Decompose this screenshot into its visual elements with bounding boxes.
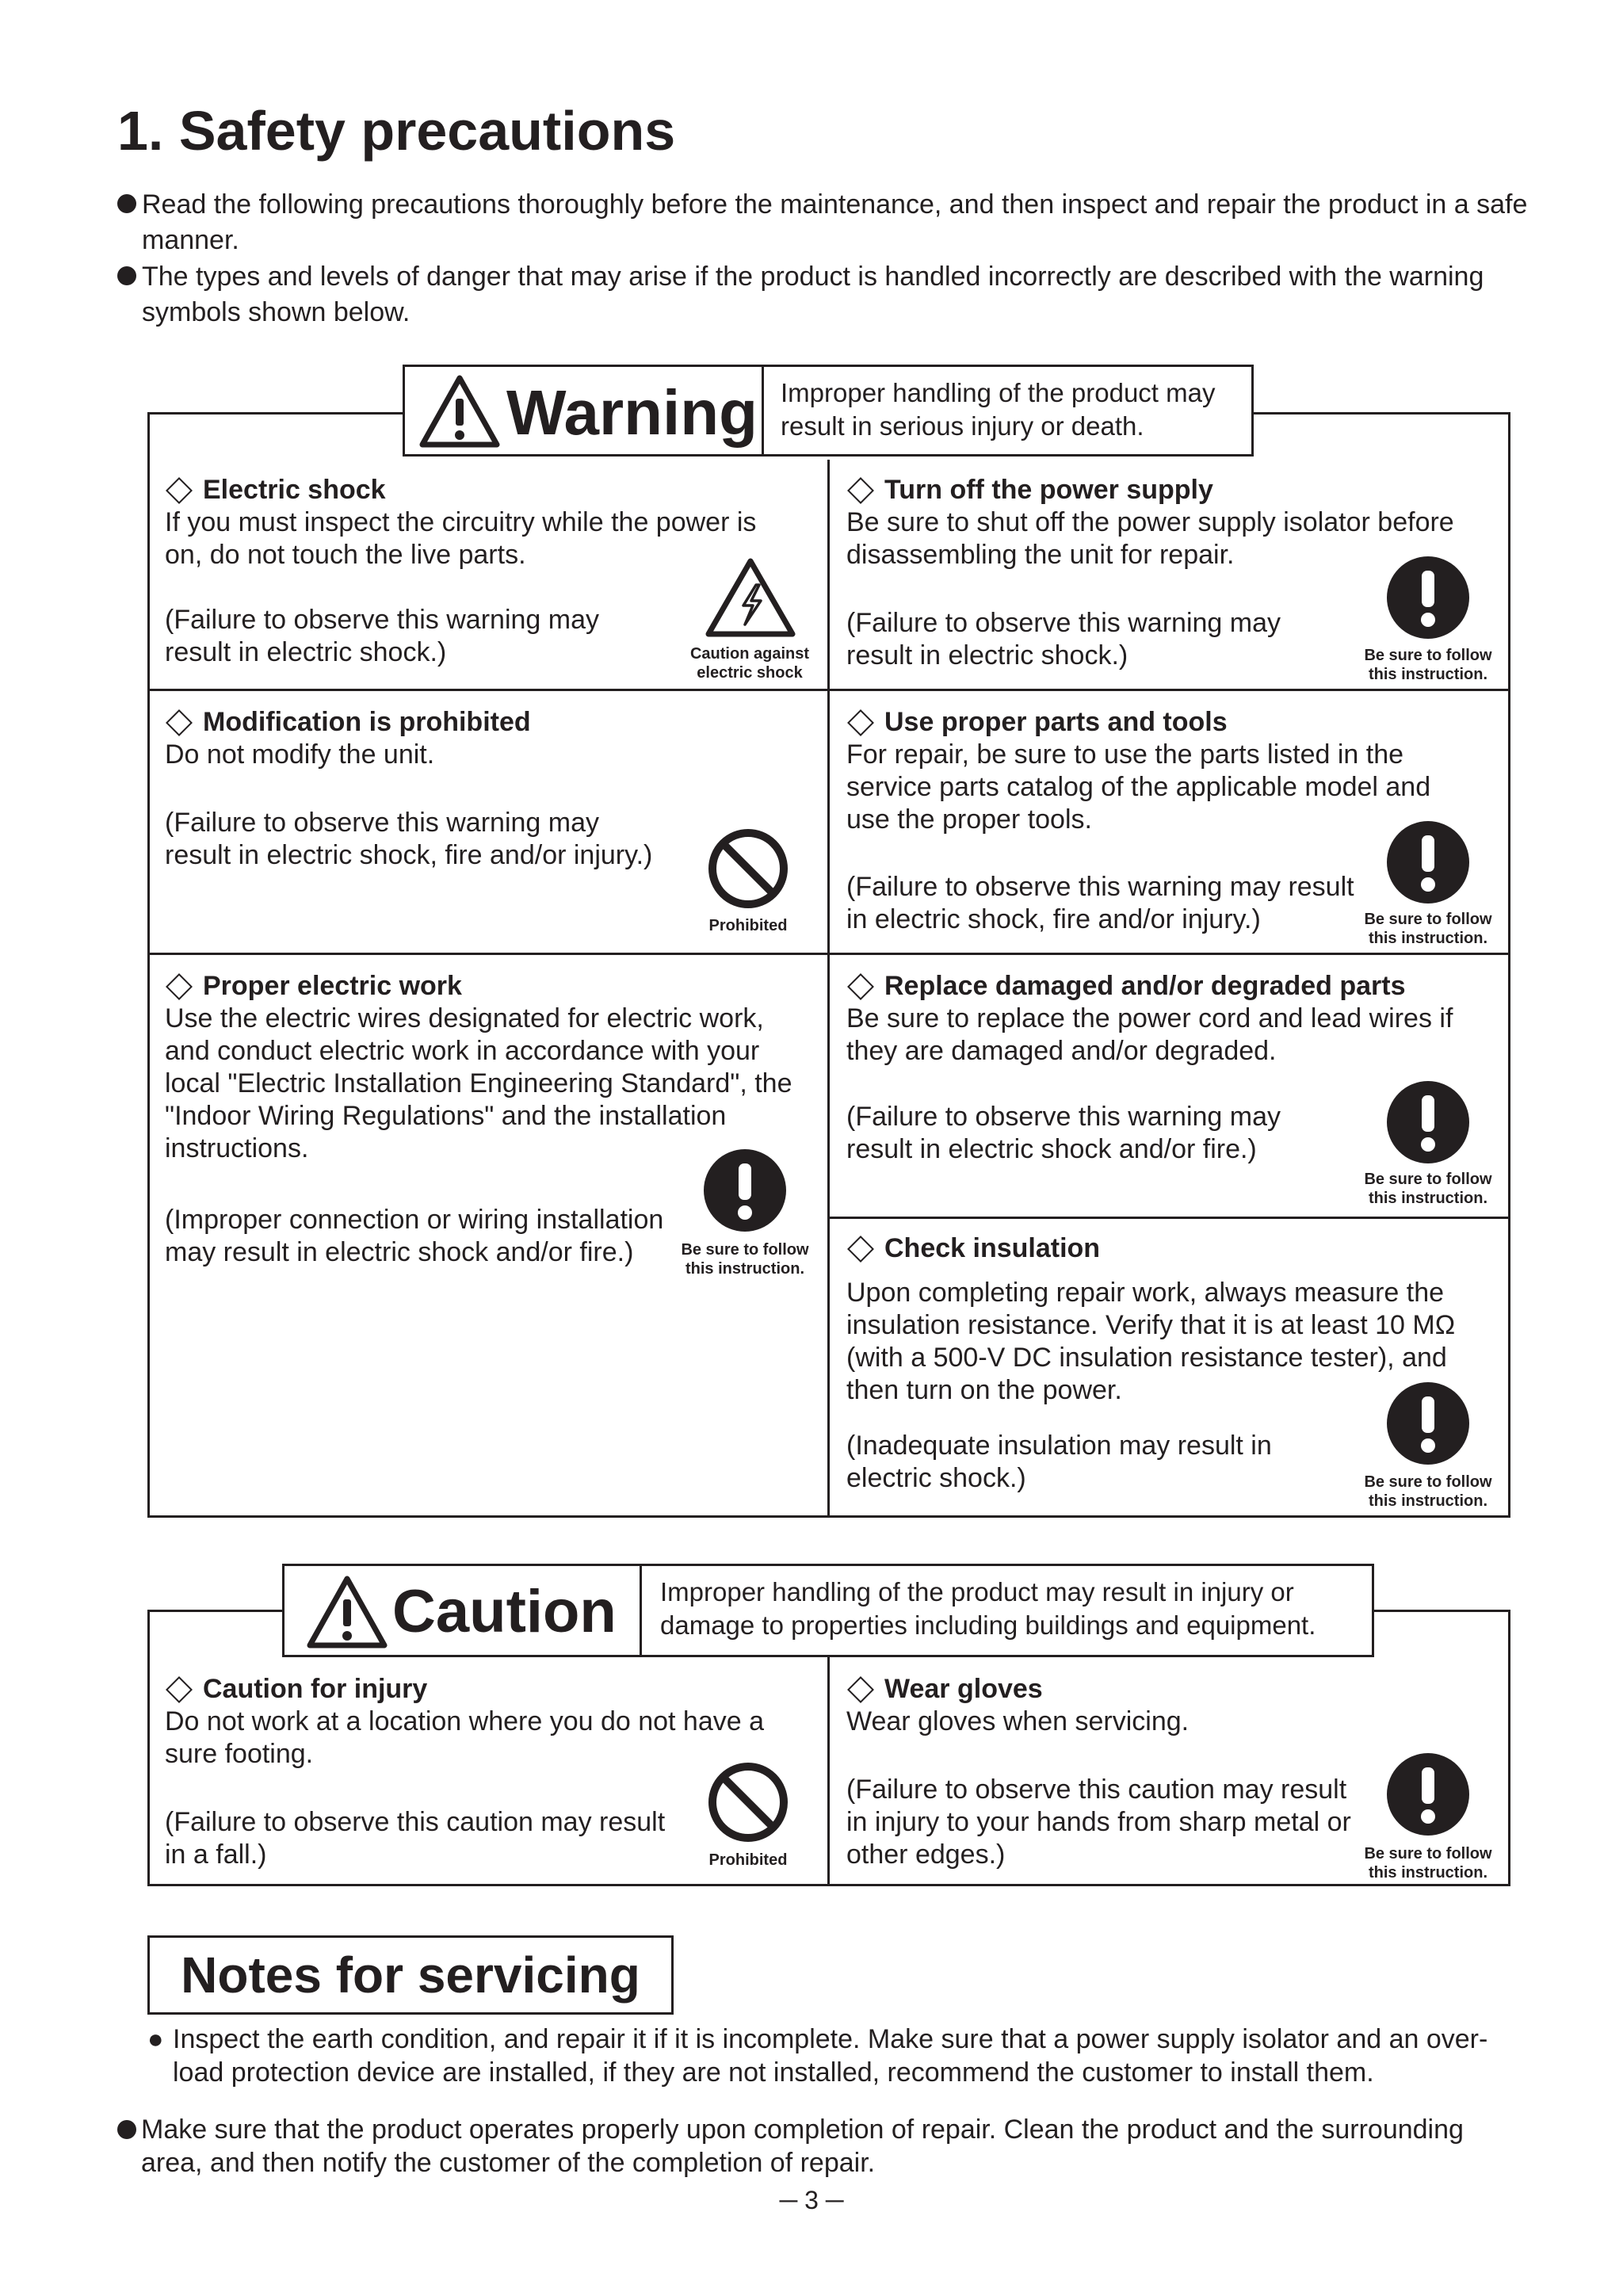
cell-heading: Proper electric work bbox=[203, 971, 462, 1001]
caution-label-box bbox=[282, 1564, 1374, 1657]
symbol-caption: Be sure to follow this instruction. bbox=[1364, 1171, 1492, 1207]
cell-body: Upon completing repair work, always measure the insulation resistance. Verify that it is at least 10 MΩ (with a 500-V DC insulation resistance tester), and then turn on the power. bbox=[846, 1278, 1456, 1405]
page-title: 1. Safety precautions bbox=[117, 100, 676, 162]
intro-bullet-1: Read the following precautions thoroughly before the maintenance, and then inspect and repair the product in a safe manner. bbox=[117, 187, 1544, 258]
warning-description: Improper handling of the product may result in serious injury or death. bbox=[781, 378, 1216, 441]
mandatory-action-icon bbox=[704, 1149, 786, 1232]
cell-note: (Failure to observe this warning may result in electric shock.) bbox=[165, 605, 600, 667]
diamond-icon bbox=[847, 1236, 874, 1263]
diamond-icon bbox=[166, 1676, 193, 1703]
symbol-caption: Be sure to follow this instruction. bbox=[1364, 1845, 1492, 1881]
cell-body: Do not work at a location where you do not have a sure footing. bbox=[165, 1706, 765, 1769]
cell-heading: Caution for injury bbox=[203, 1674, 428, 1704]
caution-triangle-icon bbox=[305, 1574, 389, 1650]
symbol-caption: Be sure to follow this instruction. bbox=[1364, 911, 1492, 947]
prohibited-icon bbox=[707, 827, 789, 910]
caution-column-divider bbox=[827, 1656, 830, 1886]
warning-label: Warning bbox=[506, 377, 758, 448]
warning-cell-check-insulation bbox=[846, 1232, 1504, 1407]
cell-body: Wear gloves when servicing. bbox=[846, 1706, 1190, 1736]
cell-body: Be sure to shut off the power supply isolator before disassembling the unit for repair. bbox=[846, 507, 1454, 570]
bullet-icon bbox=[117, 194, 136, 213]
warning-label-box bbox=[403, 365, 1254, 457]
diamond-icon bbox=[847, 1676, 874, 1703]
cell-heading: Electric shock bbox=[203, 475, 386, 505]
caution-description: Improper handling of the product may result in injury or damage to properties including buildings and equipment. bbox=[660, 1577, 1316, 1640]
warning-cell-replace-damaged-parts bbox=[846, 970, 1504, 1068]
mandatory-action-icon bbox=[1387, 1382, 1469, 1465]
mandatory-action-icon bbox=[1387, 1081, 1469, 1163]
bullet-icon: ● bbox=[147, 2024, 164, 2054]
cell-note: (Failure to observe this caution may result in injury to your hands from sharp metal or other edges.) bbox=[846, 1775, 1351, 1870]
symbol-caption: Be sure to follow this instruction. bbox=[1364, 1473, 1492, 1510]
cell-body: For repair, be sure to use the parts listed in the service parts catalog of the applicable model and use the proper tools. bbox=[846, 739, 1431, 835]
cell-body: If you must inspect the circuitry while the power is on, do not touch the live parts. bbox=[165, 507, 757, 570]
page-number: ─ 3 ─ bbox=[779, 2186, 844, 2214]
cell-heading: Wear gloves bbox=[884, 1674, 1043, 1704]
cell-heading: Turn off the power supply bbox=[884, 475, 1213, 505]
cell-heading: Use proper parts and tools bbox=[884, 707, 1228, 737]
symbol-caption: Be sure to follow this instruction. bbox=[681, 1241, 809, 1278]
diamond-icon bbox=[166, 709, 193, 736]
mandatory-action-icon bbox=[1387, 821, 1469, 904]
symbol-caption: Prohibited bbox=[708, 917, 788, 934]
warning-triangle-icon bbox=[418, 373, 502, 449]
prohibited-icon bbox=[707, 1761, 789, 1843]
bullet-icon bbox=[117, 2120, 136, 2139]
cell-note: (Failure to observe this warning may result in electric shock, fire and/or injury.) bbox=[165, 808, 653, 870]
electric-shock-icon bbox=[704, 556, 797, 639]
intro-bullet-2: The types and levels of danger that may arise if the product is handled incorrectly are described with the warning symbols shown below. bbox=[117, 259, 1544, 330]
cell-heading: Replace damaged and/or degraded parts bbox=[884, 971, 1406, 1001]
warning-row-divider bbox=[147, 953, 1510, 955]
diamond-icon bbox=[166, 477, 193, 504]
mandatory-action-icon bbox=[1387, 556, 1469, 639]
caution-cell-wear-gloves bbox=[846, 1673, 1504, 1738]
diamond-icon bbox=[847, 477, 874, 504]
diamond-icon bbox=[166, 973, 193, 1000]
symbol-caption: Caution against electric shock bbox=[689, 645, 809, 682]
warning-column-divider bbox=[827, 460, 830, 1518]
caution-label: Caution bbox=[392, 1578, 617, 1645]
cell-note: (Failure to observe this warning may result in electric shock, fire and/or injury.) bbox=[846, 872, 1354, 934]
cell-note: (Improper connection or wiring installation may result in electric shock and/or fire.) bbox=[165, 1205, 664, 1267]
cell-note: (Failure to observe this warning may result in electric shock and/or fire.) bbox=[846, 1102, 1281, 1164]
mandatory-action-icon bbox=[1387, 1753, 1469, 1836]
cell-note: (Failure to observe this warning may result in electric shock.) bbox=[846, 608, 1281, 670]
warning-row-divider bbox=[147, 689, 1510, 691]
caution-cell-injury bbox=[165, 1673, 807, 1771]
diamond-icon bbox=[847, 709, 874, 736]
warning-cell-proper-parts bbox=[846, 706, 1496, 836]
notes-item-2: Make sure that the product operates properly upon completion of repair. Clean the product and the surrounding area, and then notify the customer of the completion of repair. bbox=[117, 2113, 1512, 2179]
cell-heading: Check insulation bbox=[884, 1233, 1101, 1263]
cell-body: Be sure to replace the power cord and lead wires if they are damaged and/or degraded. bbox=[846, 1003, 1453, 1066]
cell-note: (Failure to observe this caution may result in a fall.) bbox=[165, 1807, 666, 1870]
cell-body: Use the electric wires designated for electric work, and conduct electric work in accordance with your local "Electric Installation Engineering Standard", the "Indoor Wiring Regulations" and the installation instructions. bbox=[165, 1003, 792, 1163]
symbol-caption: Be sure to follow this instruction. bbox=[1364, 647, 1492, 683]
notes-item-1: ● Inspect the earth condition, and repair it if it is incomplete. Make sure that a power supply isolator and an over-load protection device are installed, if they are not installed, recommend the customer to install them. bbox=[147, 2024, 1488, 2088]
bullet-icon bbox=[117, 266, 136, 285]
symbol-caption: Prohibited bbox=[708, 1851, 788, 1869]
cell-note: (Inadequate insulation may result in electric shock.) bbox=[846, 1431, 1272, 1493]
notes-for-servicing-heading: Notes for servicing bbox=[147, 1935, 674, 2015]
cell-heading: Modification is prohibited bbox=[203, 707, 531, 737]
cell-body: Do not modify the unit. bbox=[165, 739, 435, 770]
diamond-icon bbox=[847, 973, 874, 1000]
warning-cell-modification-prohibited bbox=[165, 706, 807, 771]
warning-row-divider bbox=[827, 1217, 1510, 1219]
warning-cell-proper-electric-work bbox=[165, 970, 807, 1165]
